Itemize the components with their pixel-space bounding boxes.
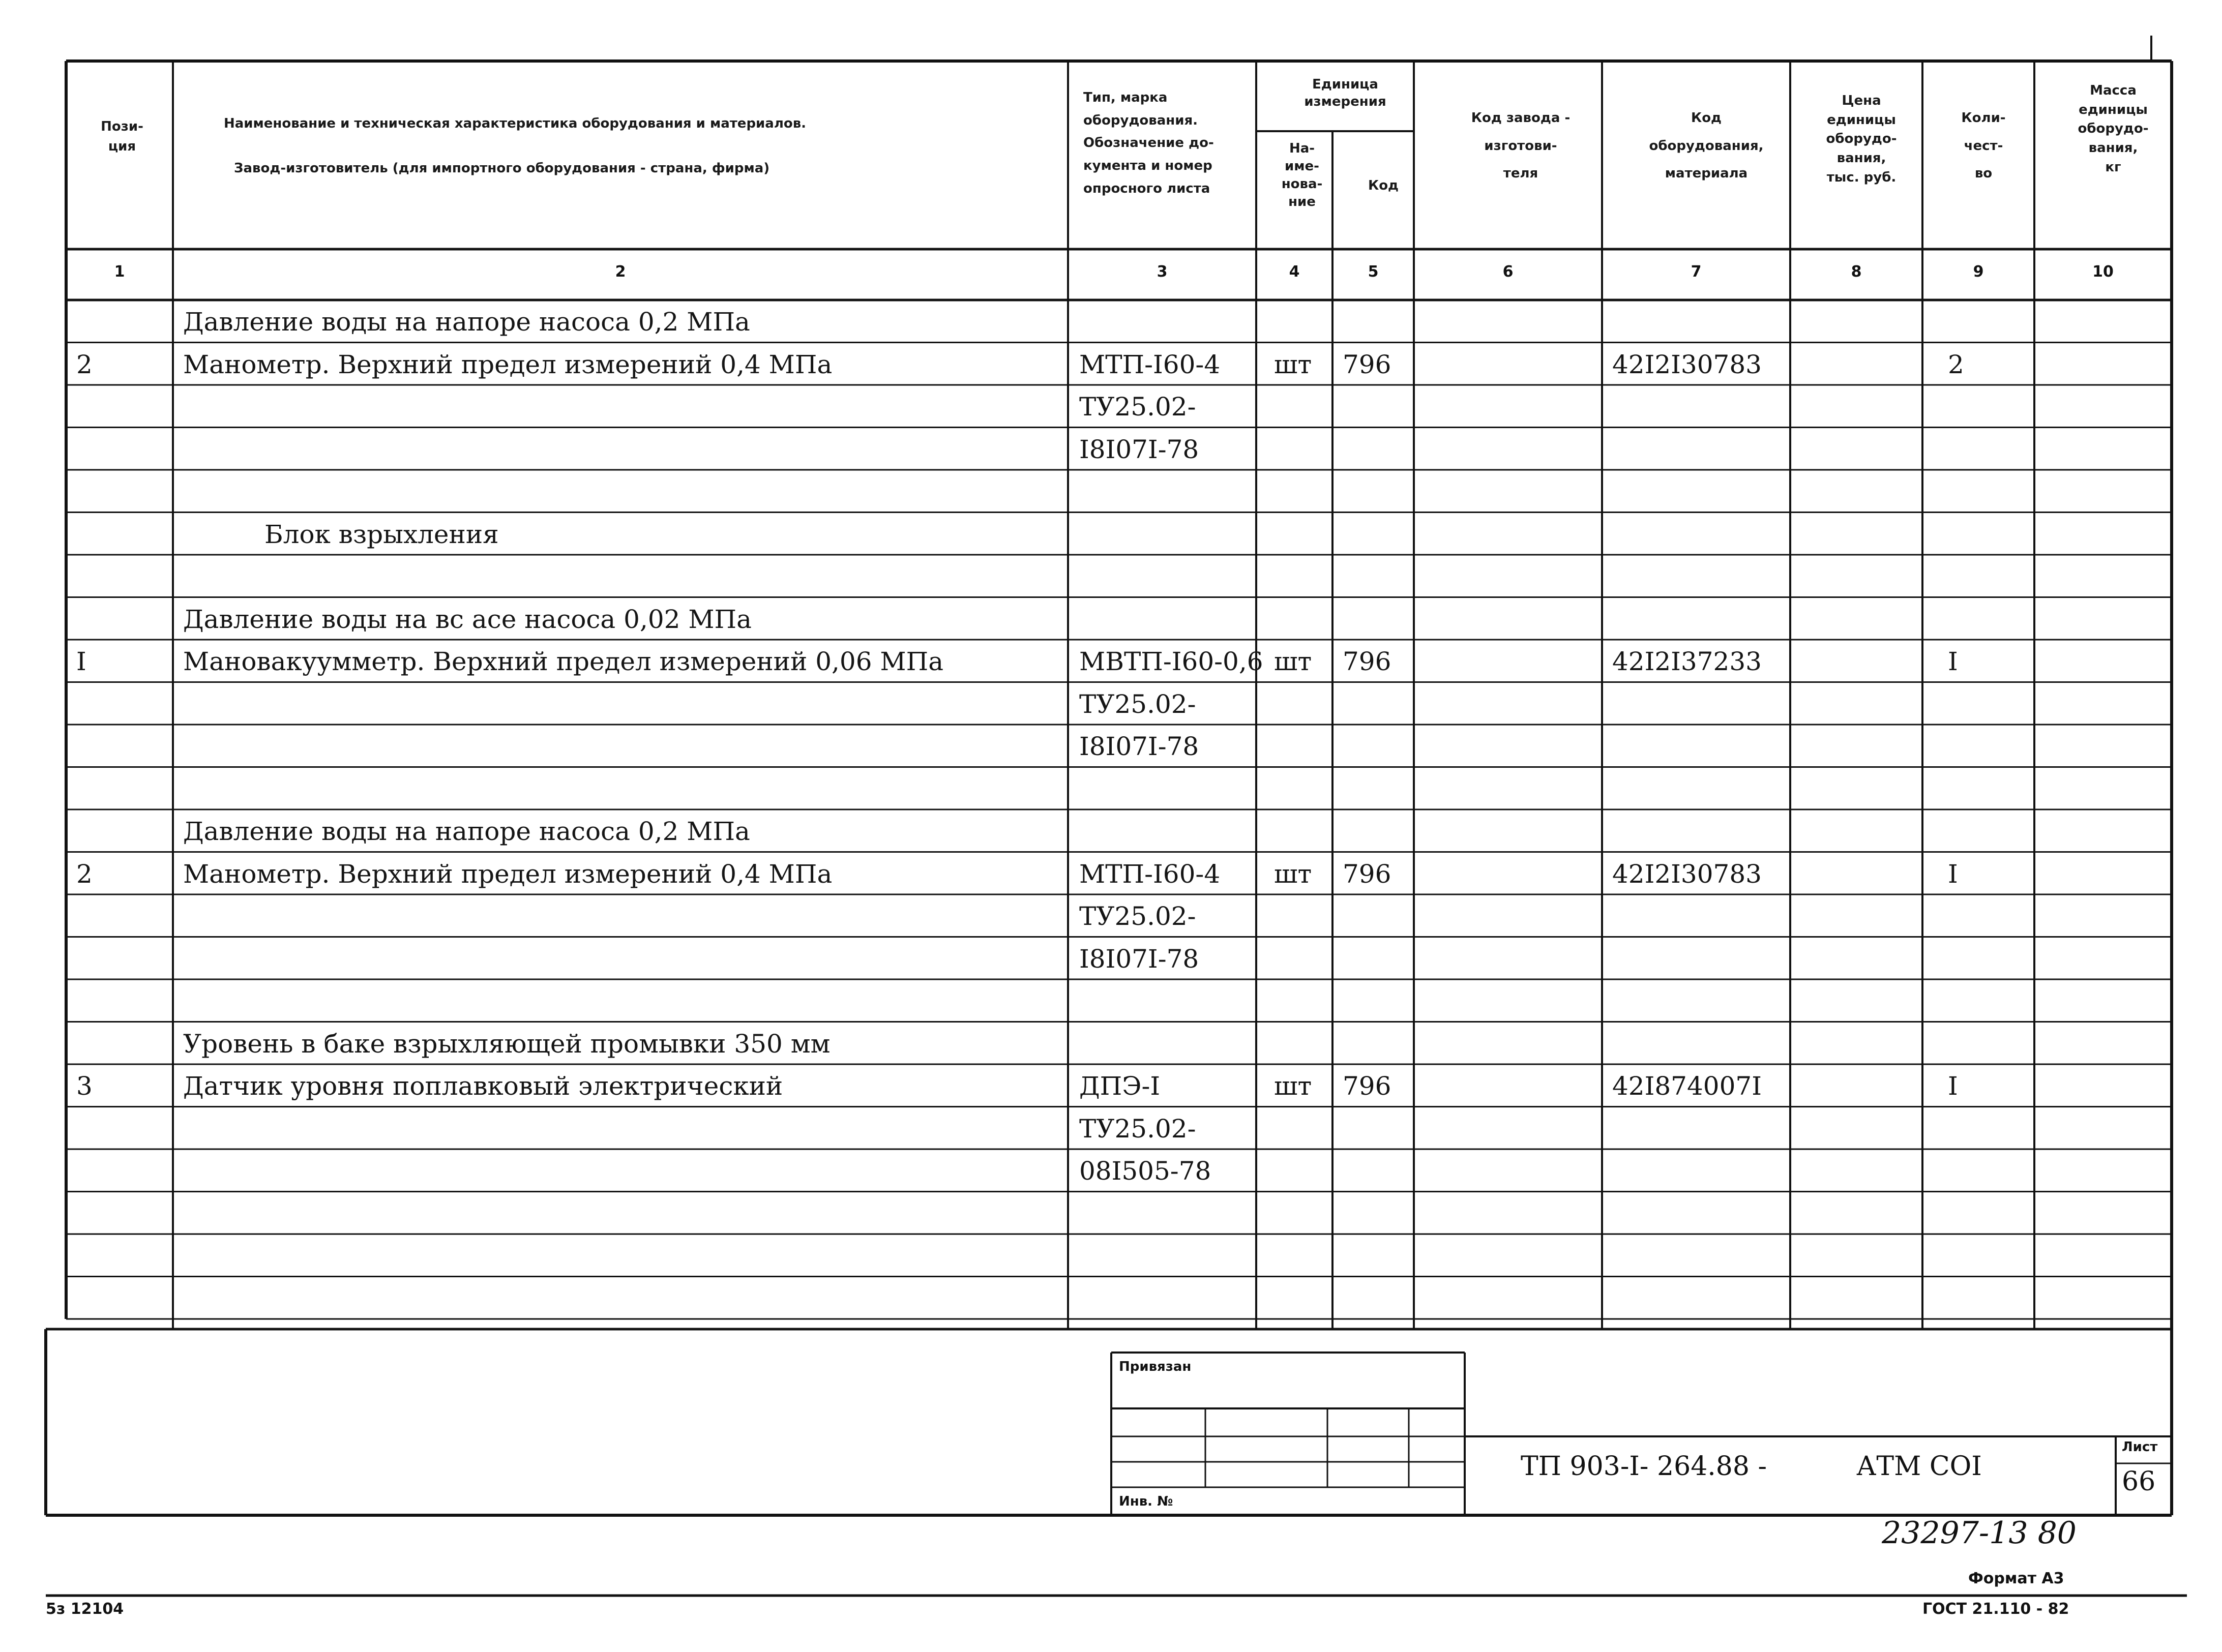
header-unit-group: Единица измерения — [1304, 77, 1386, 109]
inventory-number-label: Инв. № — [1119, 1494, 1173, 1509]
cell-name: Манометр. Верхний предел измерений 0,4 МПа — [183, 349, 833, 379]
header-position: Пози- ция — [101, 119, 143, 154]
column-number-6: 6 — [1502, 263, 1514, 281]
cell-name: Уровень в баке взрыхляющей промывки 350 мм — [183, 1029, 831, 1059]
cell-type: I8I07I-78 — [1079, 732, 1199, 761]
cell-type: МТП-I60-4 — [1079, 349, 1221, 379]
cell-type: ТУ25.02- — [1079, 689, 1196, 719]
gost-label: ГОСТ 21.110 - 82 — [1922, 1600, 2069, 1618]
header-quantity: Коли- чест- во — [1961, 110, 2006, 182]
header-maker-code: Код завода - изготови- теля — [1471, 110, 1571, 182]
document-code: ТП 903-I- 264.88 - — [1521, 1451, 1767, 1482]
cell-quantity: I — [1948, 1071, 1958, 1101]
cell-type: I8I07I-78 — [1079, 434, 1199, 464]
header-type: Тип, марка оборудования. Обозначение до- кумента и номер опросного листа — [1083, 90, 1214, 196]
cell-unit-code: 796 — [1343, 1071, 1391, 1101]
column-number-2: 2 — [615, 263, 626, 281]
column-number-5: 5 — [1368, 263, 1379, 281]
sheet-label: Лист — [2122, 1439, 2158, 1455]
cell-unit: шт — [1274, 647, 1312, 676]
column-number-9: 9 — [1973, 263, 1984, 281]
cell-equipment-code: 42I2I30783 — [1612, 859, 1762, 889]
cell-name: Давление воды на вс асе насоса 0,02 МПа — [183, 604, 752, 634]
header-price: Цена единицы оборудо- вания, тыс. руб. — [1826, 93, 1897, 185]
header-unit-name: На- име- нова- ние — [1281, 141, 1323, 210]
cell-unit: шт — [1274, 859, 1312, 889]
privyazan-label: Привязан — [1119, 1359, 1192, 1374]
cell-quantity: I — [1948, 859, 1958, 889]
cell-position: 2 — [76, 349, 93, 379]
header-equipment-code: Код оборудования, материала — [1649, 110, 1764, 182]
document-suffix: АТМ СОI — [1856, 1451, 1982, 1482]
cell-type: ТУ25.02- — [1079, 1114, 1196, 1144]
format-label: Формат А3 — [1968, 1570, 2064, 1587]
cell-name: Манометр. Верхний предел измерений 0,4 МПа — [183, 859, 833, 889]
cell-equipment-code: 42I874007I — [1612, 1071, 1762, 1101]
cell-name: Мановакуумметр. Верхний предел измерений 0,06 МПа — [183, 647, 944, 676]
handwritten-number: 23297-13 80 — [1882, 1515, 2077, 1551]
cell-name: Давление воды на напоре насоса 0,2 МПа — [183, 307, 750, 337]
column-number-3: 3 — [1157, 263, 1168, 281]
cell-equipment-code: 42I2I30783 — [1612, 349, 1762, 379]
cell-quantity: 2 — [1948, 349, 1964, 379]
column-number-10: 10 — [2092, 263, 2114, 281]
cell-position: I — [76, 647, 86, 676]
cell-unit-code: 796 — [1343, 349, 1391, 379]
cell-type: ТУ25.02- — [1079, 902, 1196, 931]
header-name-line1: Наименование и техническая характеристика оборудования и материалов. — [224, 116, 807, 131]
cell-type: МТП-I60-4 — [1079, 859, 1221, 889]
cell-name: Блок взрыхления — [264, 519, 499, 549]
cell-name: Датчик уровня поплавковый электрический — [183, 1071, 783, 1101]
column-number-7: 7 — [1691, 263, 1702, 281]
header-name-line2: Завод-изготовитель (для импортного оборудования - страна, фирма) — [234, 161, 770, 176]
cell-quantity: I — [1948, 647, 1958, 676]
cell-position: 2 — [76, 859, 93, 889]
cell-unit-code: 796 — [1343, 859, 1391, 889]
cell-equipment-code: 42I2I37233 — [1612, 647, 1762, 676]
left-code-label: 5з 12104 — [46, 1600, 124, 1618]
cell-position: 3 — [76, 1071, 93, 1101]
cell-type: МВТП-I60-0,6 — [1079, 647, 1263, 676]
sheet-number: 66 — [2122, 1466, 2156, 1497]
cell-type: 08I505-78 — [1079, 1156, 1211, 1186]
cell-type: I8I07I-78 — [1079, 944, 1199, 974]
header-unit-code: Код — [1368, 178, 1399, 193]
cell-unit: шт — [1274, 1071, 1312, 1101]
cell-type: ДПЭ-I — [1079, 1071, 1161, 1101]
cell-unit: шт — [1274, 349, 1312, 379]
cell-type: ТУ25.02- — [1079, 392, 1196, 422]
column-number-8: 8 — [1851, 263, 1862, 281]
column-number-4: 4 — [1289, 263, 1300, 281]
header-mass: Масса единицы оборудо- вания, кг — [2078, 83, 2149, 175]
cell-unit-code: 796 — [1343, 647, 1391, 676]
column-number-1: 1 — [114, 263, 125, 281]
cell-name: Давление воды на напоре насоса 0,2 МПа — [183, 817, 750, 846]
